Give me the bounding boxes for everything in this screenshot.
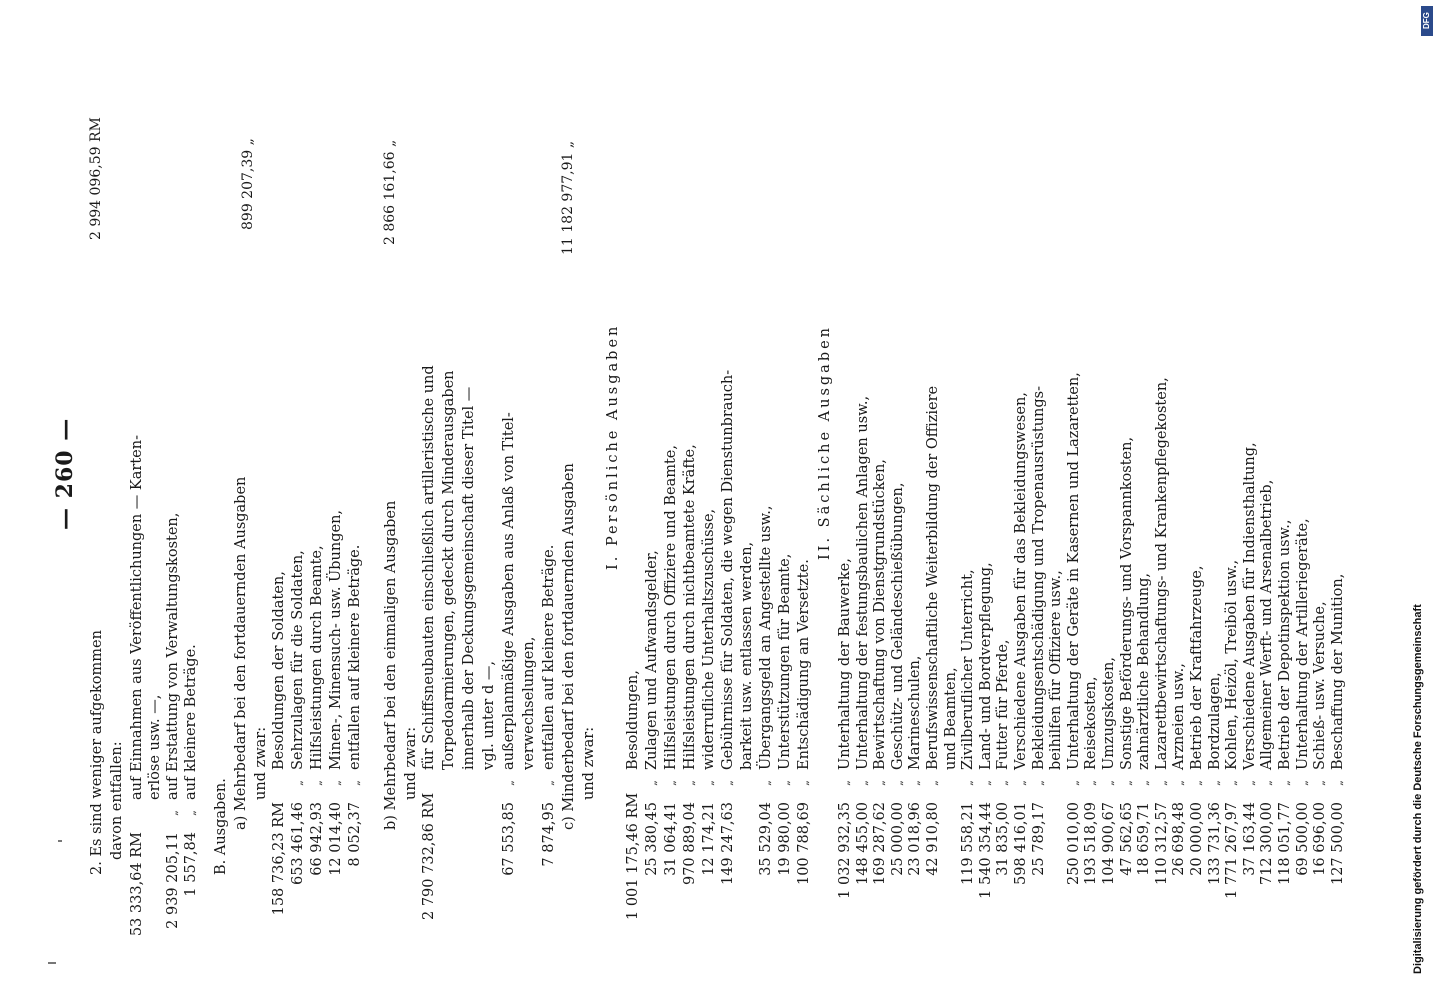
- item-text: Betrieb der Kraftfahrzeuge,: [1189, 565, 1205, 770]
- item-text: Zivilberuflicher Unterricht,: [960, 569, 977, 770]
- line-item: [164, 513, 183, 950]
- item-text: Umzugskosten,: [1101, 657, 1117, 770]
- line-item: [624, 670, 642, 920]
- item-amount: 35 529,04: [758, 802, 774, 876]
- item-amount: 31 064,41: [663, 802, 679, 876]
- item-text: Unterhaltung der Bauwerke,: [837, 558, 853, 770]
- item-text: Land- und Bordverpflegung,: [977, 562, 994, 770]
- ditto-mark: „: [1085, 780, 1099, 786]
- ditto-mark: „: [1208, 780, 1222, 786]
- line-item: [776, 554, 795, 920]
- item-amount: 20 000,00: [1189, 802, 1205, 876]
- line-item: [1311, 601, 1330, 920]
- line-item: [1082, 677, 1101, 920]
- ditto-mark: „: [330, 780, 343, 786]
- item-text: Entschädigung an Versetzte.: [796, 559, 812, 770]
- line-item: [906, 656, 925, 920]
- line-item: [1294, 518, 1313, 920]
- sectionB-c-heading: c) Minderbedarf bei den fortdauernden Ausgaben: [561, 463, 577, 830]
- item-text: Unterhaltung der festungsbaulichen Anlagen usw.,: [854, 395, 871, 770]
- item-text: zahnärztliche Behandlung,: [1136, 573, 1153, 770]
- item-amount: 653 461,46: [290, 802, 306, 886]
- ditto-mark: „: [1243, 780, 1257, 786]
- line-item: [1153, 377, 1172, 920]
- item-amount: 158 736,23 RM: [271, 802, 287, 916]
- digitization-sidebar: [1412, 8, 1434, 992]
- line-item: [738, 542, 756, 920]
- ditto-mark: „: [1067, 780, 1081, 786]
- ditto-mark: „: [962, 780, 976, 786]
- item-text: Geschütz- und Geländeschießübungen,: [889, 482, 906, 770]
- ditto-mark: „: [856, 780, 870, 786]
- item-text: Hilfsleistungen durch nichtbeamtete Kräfte,: [682, 444, 698, 770]
- ditto-mark: „: [909, 780, 923, 786]
- item-amount: 193 518,09: [1083, 802, 1100, 886]
- sectionB-b-sub: und zwar:: [403, 726, 419, 800]
- item-amount: 8 052,37: [347, 802, 363, 867]
- item-text: Unterhaltung der Geräte in Kasernen und Lazaretten,: [1065, 372, 1082, 770]
- line-item: [520, 637, 538, 920]
- line-item: [480, 661, 498, 920]
- item-text: Minen-, Minensuch- usw. Übungen,: [328, 509, 344, 770]
- item-amount: 1 001 175,46 RM: [625, 792, 641, 920]
- line-item: [128, 435, 146, 950]
- item-text: auf kleinere Beträge.: [183, 644, 199, 800]
- item-text: Torpedoarmierungen, gedeckt durch Minderausgaben: [441, 370, 457, 770]
- item-amount: 118 051,77: [1277, 802, 1293, 886]
- item-text: entfallen auf kleinere Beträge.: [347, 544, 363, 770]
- item-amount: 47 562,65: [1118, 802, 1135, 876]
- item-text: Kohlen, Heizöl, Treiböl usw.,: [1224, 559, 1241, 770]
- line-item: [700, 509, 719, 920]
- item-amount: 26 698,48: [1171, 802, 1188, 876]
- item-text: Betrieb der Depotinspektion usw.,: [1277, 519, 1293, 770]
- item-text: Sonstige Beförderungs- und Vorspannkosten,: [1118, 436, 1135, 770]
- line-item: [289, 550, 308, 920]
- item-text: barkeit usw. entlassen werden,: [739, 541, 755, 770]
- item-amount: 66 942,93: [309, 802, 325, 876]
- item-text: und Beamten,: [942, 667, 959, 770]
- sectionB-a-heading: a) Mehrbedarf bei den fortdauernden Ausgaben: [233, 476, 249, 830]
- line-item: [959, 569, 978, 920]
- item-amount: 2 790 732,86 RM: [421, 792, 437, 920]
- item-amount: 23 018,96: [907, 802, 924, 876]
- ditto-mark: „: [349, 780, 362, 786]
- line-item: [643, 550, 662, 920]
- item-text: Verschiedene Ausgaben für das Bekleidungswesen,: [1013, 392, 1029, 770]
- sectionB-c-group1: I. Persönliche Ausgaben: [605, 323, 621, 570]
- line-item: [1030, 386, 1049, 920]
- sectionB-a-total: 899 207,39 „: [240, 138, 256, 230]
- ditto-mark: „: [185, 810, 198, 816]
- ditto-mark: „: [997, 780, 1011, 786]
- item-text: Hilfsleistungen durch Beamte,: [309, 545, 325, 770]
- line-item: [1047, 570, 1065, 920]
- ditto-mark: „: [1120, 780, 1134, 786]
- item-amount: 1 557,84: [183, 832, 199, 897]
- item-amount: 25 000,00: [889, 802, 906, 876]
- item-text: innerhalb der Deckungsgemeinschaft dieser Titel —: [461, 386, 477, 770]
- line-item: [1276, 520, 1295, 920]
- ditto-mark: „: [503, 780, 516, 786]
- item-text: Gebührnisse für Soldaten, die wegen Dienstunbrauch-: [720, 369, 736, 770]
- section2-heading: 2. Es sind weniger aufgekommen: [89, 630, 105, 875]
- item-text: beihilfen für Offiziere usw.,: [1048, 570, 1065, 770]
- item-text: Beschaffung der Munition,: [1329, 573, 1346, 770]
- ditto-mark: „: [1138, 780, 1152, 786]
- line-item: [719, 370, 738, 920]
- ditto-mark: „: [167, 810, 180, 816]
- item-amount: 31 835,00: [995, 802, 1012, 876]
- line-item: [460, 387, 478, 920]
- item-amount: 19 980,00: [777, 802, 793, 876]
- line-item: [1206, 672, 1225, 920]
- section2-total: 2 994 096,59 RM: [88, 117, 104, 240]
- item-text: Verschiedene Ausgaben für Indiensthaltung,: [1241, 442, 1258, 770]
- ditto-mark: „: [1226, 780, 1240, 786]
- item-text: Arzneien usw.,: [1171, 663, 1188, 770]
- line-item: [854, 396, 873, 920]
- item-amount: 1 771 267,97: [1224, 802, 1241, 899]
- line-item: [308, 545, 327, 920]
- ditto-mark: „: [1331, 780, 1345, 786]
- sectionB-c-group2: II. Sächliche Ausgaben: [817, 324, 833, 560]
- ditto-mark: „: [1015, 780, 1028, 786]
- item-amount: 1 540 354,44: [977, 802, 994, 899]
- line-item: [1241, 442, 1260, 920]
- line-item: [1223, 560, 1242, 920]
- item-amount: 598 416,01: [1013, 802, 1029, 886]
- sectionB-c-sub: und zwar:: [581, 726, 597, 800]
- ditto-mark: „: [1155, 780, 1169, 786]
- item-text: für Schiffsneubauten einschließlich artilleristische und: [421, 365, 437, 770]
- ditto-mark: „: [703, 780, 716, 786]
- ditto-mark: „: [646, 780, 659, 786]
- item-text: vgl. unter d —,: [481, 661, 497, 770]
- item-amount: 148 455,00: [854, 802, 871, 886]
- item-text: verwechselungen,: [521, 636, 537, 770]
- line-item: [1118, 437, 1137, 920]
- digitization-notice: Digitalisierung gefördert durch die Deutsche Forschungsgemeinschaft: [1412, 604, 1424, 974]
- item-text: erlöse usw. —,: [147, 694, 163, 800]
- ditto-mark: „: [665, 780, 678, 786]
- item-amount: 42 910,80: [925, 802, 941, 876]
- line-item: [994, 639, 1013, 920]
- line-item: [871, 459, 890, 920]
- line-item: [1100, 657, 1119, 920]
- ditto-mark: „: [722, 780, 735, 786]
- item-text: Lazarettbewirtschaftungs- und Krankenpflegekosten,: [1153, 377, 1170, 770]
- ditto-mark: „: [1314, 780, 1328, 786]
- ditto-mark: „: [1103, 780, 1116, 786]
- line-item: [1188, 566, 1207, 920]
- item-amount: 119 558,21: [960, 802, 977, 886]
- item-amount: 7 874,95: [541, 802, 557, 867]
- ditto-mark: „: [927, 780, 940, 786]
- item-text: außerplanmäßige Ausgaben aus Anlaß von Titel-: [501, 412, 517, 770]
- line-item: [440, 370, 458, 920]
- ditto-mark: „: [979, 780, 993, 786]
- item-text: Besoldungen der Soldaten,: [271, 571, 287, 770]
- item-text: entfallen auf kleinere Beträge.: [541, 544, 557, 770]
- ditto-mark: „: [779, 780, 792, 786]
- item-text: Zulagen und Aufwandsgelder,: [644, 550, 660, 770]
- item-text: Reisekosten,: [1083, 676, 1100, 770]
- item-amount: 133 731,36: [1206, 802, 1223, 886]
- line-item: [681, 444, 700, 920]
- line-item: [146, 695, 164, 950]
- scan-mark: [48, 962, 56, 964]
- line-item: [836, 558, 855, 920]
- line-item: [942, 667, 960, 920]
- section2-sub: davon entfallen:: [109, 741, 125, 860]
- item-amount: 127 500,00: [1329, 802, 1346, 886]
- item-text: Berufswissenschaftliche Weiterbildung der Offiziere: [925, 385, 941, 770]
- ditto-mark: „: [1279, 780, 1292, 786]
- line-item: [924, 386, 943, 920]
- ditto-mark: „: [1261, 780, 1275, 786]
- scan-mark: [58, 840, 62, 842]
- line-item: [420, 365, 438, 920]
- item-amount: 1 032 932,35: [837, 802, 853, 899]
- item-amount: 25 789,17: [1030, 802, 1047, 876]
- ditto-mark: „: [543, 780, 556, 786]
- sectionB-a-sub: und zwar:: [253, 726, 269, 800]
- item-amount: 25 380,45: [644, 802, 660, 876]
- item-text: Unterhaltung der Artilleriegeräte,: [1294, 518, 1311, 770]
- item-amount: 67 553,85: [501, 802, 517, 876]
- line-item: [346, 545, 365, 920]
- line-item: [662, 445, 681, 920]
- item-text: Schieß- usw. Versuche,: [1312, 601, 1329, 770]
- item-amount: 37 163,44: [1241, 802, 1258, 876]
- item-text: Sehrzulagen für die Soldaten,: [290, 550, 306, 770]
- item-amount: 53 333,64 RM: [129, 832, 145, 937]
- line-item: [1135, 573, 1154, 920]
- item-text: Marineschulen,: [907, 655, 924, 770]
- line-item: [1258, 480, 1277, 920]
- item-amount: 100 788,69: [796, 802, 812, 886]
- ditto-mark: „: [1173, 780, 1187, 786]
- page-number: — 260 —: [52, 417, 78, 530]
- item-text: Bewirtschaftung von Dienstgrundstücken,: [872, 459, 889, 770]
- line-item: [327, 510, 346, 920]
- line-item: [977, 562, 996, 920]
- item-amount: 712 300,00: [1259, 802, 1276, 886]
- dfg-logo: DFG: [1421, 6, 1433, 36]
- item-text: Bekleidungsentschädigung und Tropenausrüstungs-: [1030, 386, 1047, 770]
- sectionB-b-heading: b) Mehrbedarf bei den einmaligen Ausgaben: [383, 500, 399, 830]
- ditto-mark: „: [839, 780, 852, 786]
- item-amount: 149 247,63: [720, 802, 736, 886]
- ditto-mark: „: [684, 780, 697, 786]
- item-text: Bordzulagen,: [1206, 672, 1223, 770]
- item-text: widerrufliche Unterhaltszuschüsse,: [701, 508, 717, 770]
- item-text: Hilfsleistungen durch Offiziere und Beamte,: [663, 445, 679, 770]
- sectionB-c-total: 11 182 977,91 „: [560, 140, 576, 255]
- ditto-mark: „: [1191, 780, 1204, 786]
- sectionB-heading: B. Ausgaben.: [213, 778, 229, 875]
- line-item: [182, 644, 201, 950]
- line-item: [270, 571, 288, 920]
- item-amount: 16 696,00: [1312, 802, 1329, 876]
- line-item: [500, 412, 519, 920]
- item-amount: 12 014,40: [328, 802, 344, 876]
- ditto-mark: „: [292, 780, 305, 786]
- item-amount: 110 312,57: [1153, 802, 1170, 886]
- line-item: [1329, 574, 1348, 920]
- line-item: [1012, 392, 1031, 920]
- sectionB-b-total: 2 866 161,66 „: [382, 139, 398, 245]
- item-amount: 18 659,71: [1136, 802, 1153, 876]
- ditto-mark: „: [1032, 780, 1046, 786]
- item-amount: 250 010,00: [1065, 802, 1082, 886]
- item-amount: 104 900,67: [1101, 802, 1117, 886]
- ditto-mark: „: [760, 780, 773, 786]
- ditto-mark: „: [1296, 780, 1310, 786]
- item-text: auf Einnahmen aus Veröffentlichungen — Karten-: [129, 435, 145, 800]
- ditto-mark: „: [874, 780, 888, 786]
- item-amount: 169 287,62: [872, 802, 889, 886]
- item-amount: 2 939 205,11: [165, 832, 181, 929]
- ditto-mark: „: [311, 780, 324, 786]
- item-text: Futter für Pferde,: [995, 639, 1012, 770]
- line-item: [1170, 663, 1189, 920]
- line-item: [889, 482, 908, 920]
- ditto-mark: „: [891, 780, 905, 786]
- item-amount: 69 500,00: [1294, 802, 1311, 876]
- ditto-mark: „: [798, 780, 811, 786]
- line-item: [1065, 372, 1084, 920]
- line-item: [757, 506, 776, 921]
- item-amount: 12 174,21: [701, 802, 717, 876]
- item-text: auf Erstattung von Verwaltungskosten,: [165, 512, 181, 800]
- item-text: Unterstützungen für Beamte,: [777, 553, 793, 770]
- line-item: [540, 545, 559, 920]
- item-text: Übergangsgeld an Angestellte usw.,: [758, 505, 774, 770]
- item-text: Besoldungen,: [625, 670, 641, 770]
- line-item: [795, 559, 814, 920]
- item-text: Allgemeiner Werft- und Arsenalbetrieb,: [1259, 479, 1276, 770]
- item-amount: 970 889,04: [682, 802, 698, 886]
